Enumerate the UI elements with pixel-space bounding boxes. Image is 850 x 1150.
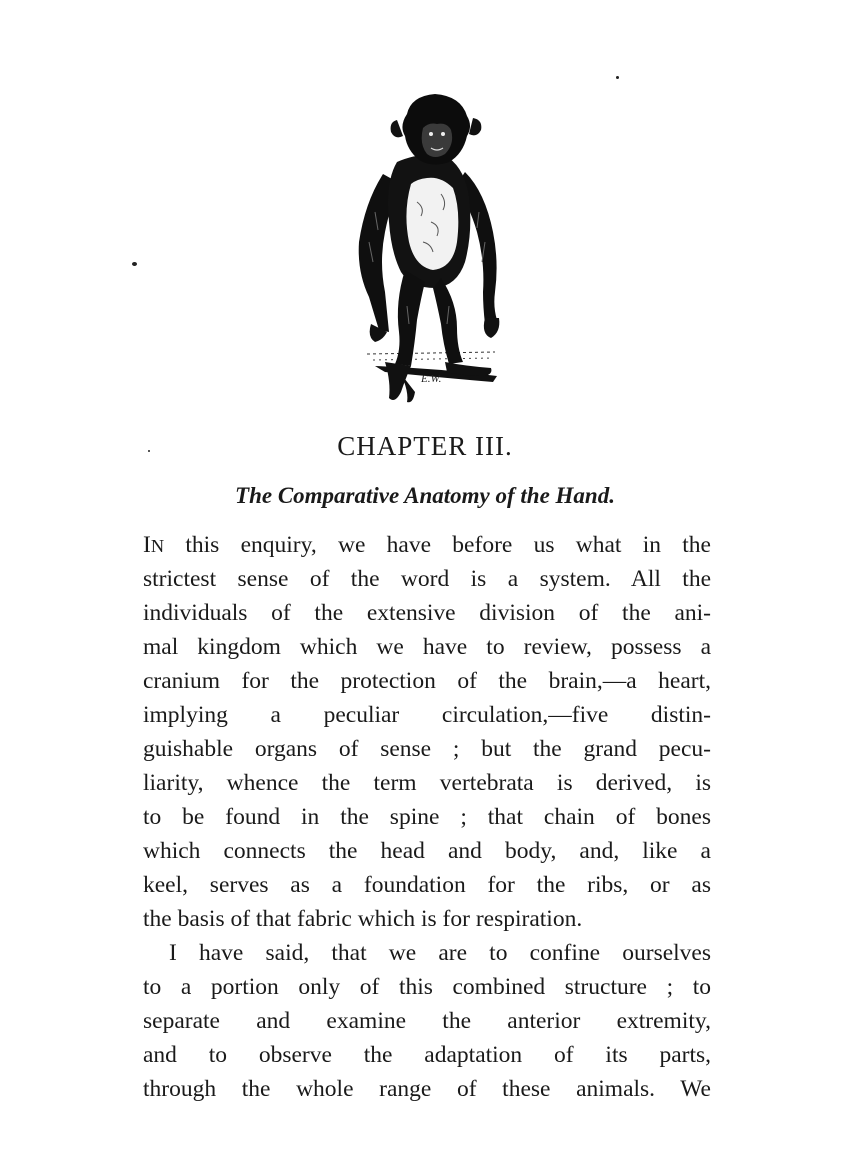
dropcap-smallcap: N <box>150 536 165 556</box>
engraver-signature: E.W. <box>421 373 442 385</box>
print-speck <box>132 262 137 266</box>
chimpanzee-engraving-icon <box>345 92 515 412</box>
text-line: which connects the head and body, and, like a <box>143 838 711 864</box>
text-line: liarity, whence the term vertebrata is derived, is <box>143 770 711 796</box>
dropcap: I <box>143 532 151 558</box>
text-line: guishable organs of sense ; but the grand pecu- <box>143 736 711 762</box>
text-line: keel, serves as a foundation for the ribs, or as <box>143 872 711 898</box>
text-line: mal kingdom which we have to review, possess a <box>143 634 711 660</box>
text-line-content: this enquiry, we have before us what in the <box>164 532 711 558</box>
text-line: strictest sense of the word is a system. All the <box>143 566 711 592</box>
text-line: I have said, that we are to confine ourselves <box>169 940 711 966</box>
text-line: implying a peculiar circulation,—five distin- <box>143 702 711 728</box>
print-speck <box>616 76 619 79</box>
text-line: to be found in the spine ; that chain of bones <box>143 804 711 830</box>
chapter-title: CHAPTER III. <box>337 431 513 461</box>
text-line: to a portion only of this combined structure ; to <box>143 974 711 1000</box>
text-line: through the whole range of these animals. We <box>143 1076 711 1102</box>
text-line: and to observe the adaptation of its parts, <box>143 1042 711 1068</box>
chapter-subtitle: The Comparative Anatomy of the Hand. <box>235 483 615 508</box>
body-text <box>143 528 711 1106</box>
text-line: individuals of the extensive division of the ani- <box>143 600 711 626</box>
text-line: the basis of that fabric which is for respiration. <box>143 906 583 932</box>
text-line: cranium for the protection of the brain,—a heart, <box>143 668 711 694</box>
text-line: separate and examine the anterior extremity, <box>143 1008 711 1034</box>
text-line <box>143 528 711 562</box>
